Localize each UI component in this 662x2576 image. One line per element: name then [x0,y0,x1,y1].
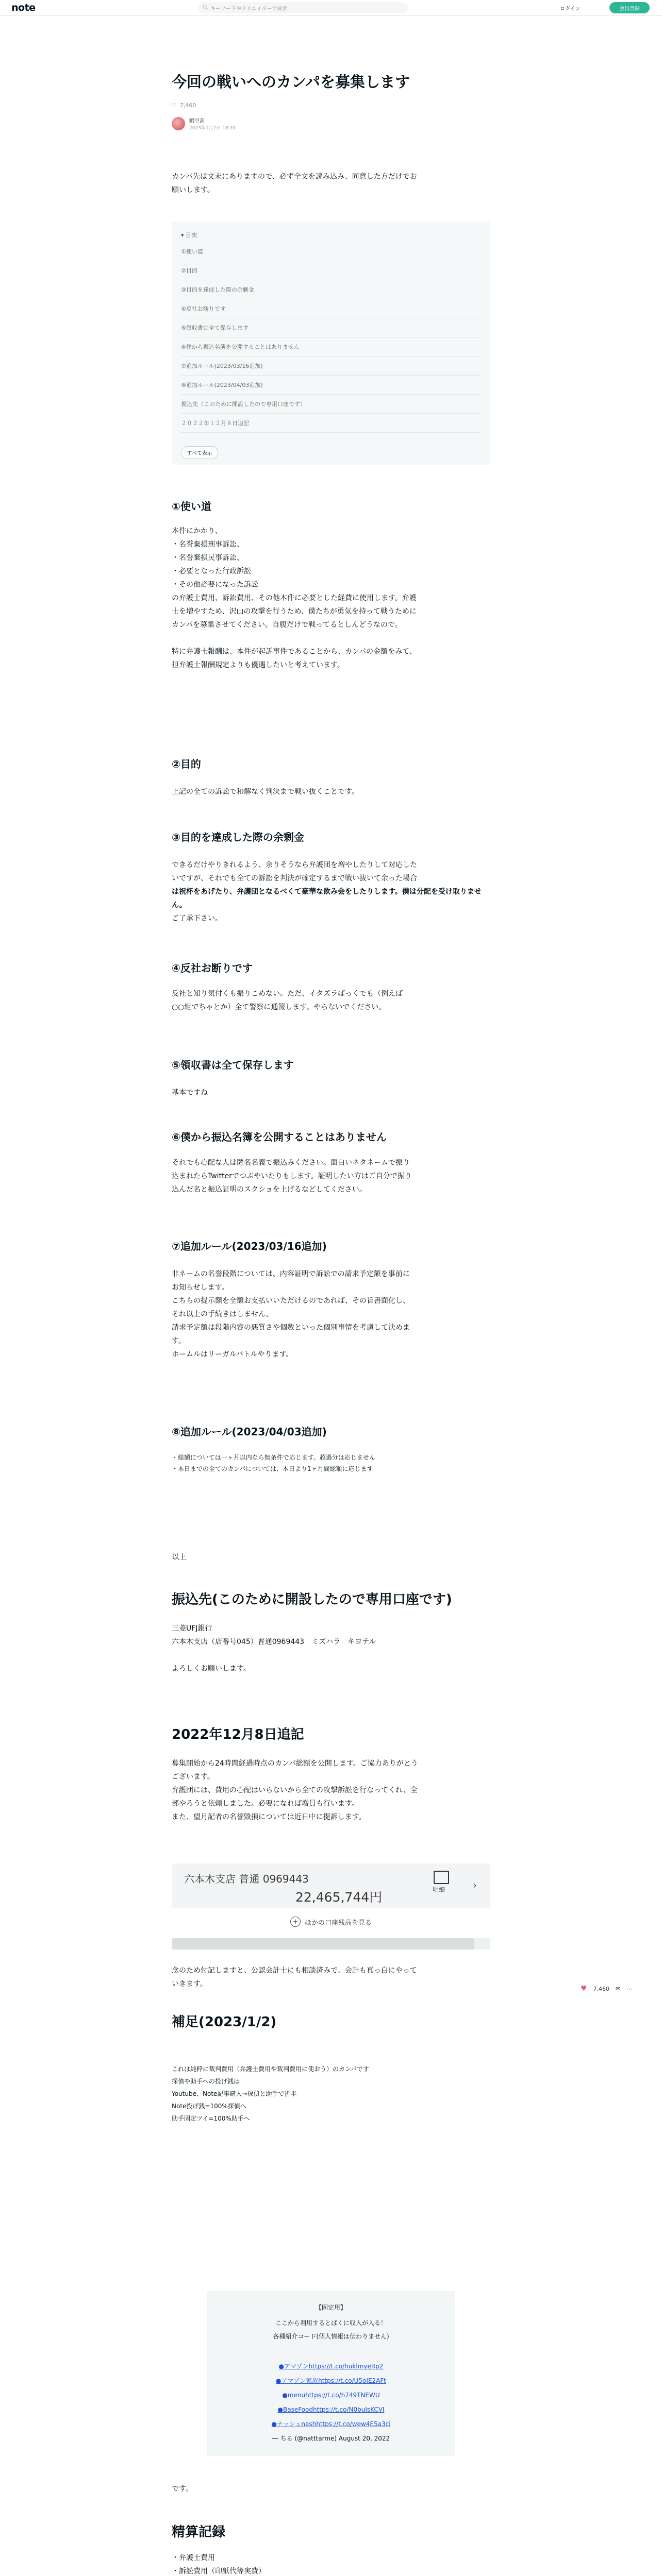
toc-item[interactable]: ⑦追加ルール(2023/03/16追加) [181,362,481,376]
text-line: ・弁護士費用 [172,2554,215,2562]
progress-fill [172,1938,474,1950]
search-placeholder: キーワードやクリエイターで検索 [210,6,288,12]
signup-button[interactable]: 会員登録 [609,2,650,13]
section-heading: ⑧追加ルール(2023/04/03追加) [172,1426,327,1438]
text-line: 探偵や助手への投げ銭は [172,2078,240,2085]
toc-item[interactable]: ⑧追加ルール(2023/04/03追加) [181,381,481,395]
text-line: 三菱UFJ銀行 [172,1624,212,1633]
text-line: Youtube、Note記事購入→探偵と助手で折半 [172,2090,297,2097]
hosoku-heading: 補足(2023/1/2) [172,2014,277,2030]
section-body [172,1452,490,1475]
publish-date: 2023年1月7日 18:20 [189,126,236,131]
more-icon[interactable]: ⋯ [626,1985,633,1992]
section-body [172,785,490,799]
tweet-link[interactable]: ●ナッシュnashhttps://t.co/wew4E5a3ci [271,2420,391,2428]
text-line: 念のため付記しますと、公認会計士にも相談済みで、会計も真っ白にやって [172,1967,417,1975]
section-body [172,1267,490,1361]
share-icon[interactable]: ✉ [616,1985,621,1992]
tweet-link[interactable]: ●BaseFoodhttps://t.co/N0buIsKCVI [277,2406,385,2413]
embedded-tweet [207,2291,455,2456]
tsuiki-body [172,1757,490,1824]
text-line: 部やろうと依頼しました。必要になれば増員も行います。 [172,1800,359,1808]
table-of-contents [172,222,490,465]
search-icon: 🔍︎ [202,5,209,11]
section-heading: ④反社お断りです [172,962,253,974]
like-count[interactable] [172,102,196,109]
seisan-heading: 精算記録 [172,2524,226,2540]
section-heading: ⑤領収書は全て保存します [172,1059,294,1071]
text-line: 本件にかかり、 [172,527,222,535]
text-line: 特に弁護士報酬は、本件が起訴事件であることから、カンパの金額をみて、 [172,648,417,656]
tweet-link[interactable]: ●アマゾンhttps://t.co/huklmyeRp2 [278,2363,384,2370]
ijo-text: 以上 [172,1553,186,1562]
text-line: 上記の全ての訴訟で和解なく判決まで戦い抜くことです。 [172,788,359,796]
section-heading: ⑦追加ルール(2023/03/16追加) [172,1240,327,1252]
text-line: 助手固定ツイ=100%助手へ [172,2115,250,2122]
text-line: の弁護士費用、訴訟費用、その他本件に必要とした経費に使用します。弁護 [172,594,417,602]
section-body [172,858,490,925]
tweet-attribution[interactable]: ― ちる (@natttarme) August 20, 2022 [272,2435,390,2442]
toc-item[interactable]: ⑥僕から振込名簿を公開することはありません [181,343,481,357]
text-line: ・名誉棄損民事訴訟、 [172,554,244,562]
section-heading: ②目的 [172,758,201,770]
toc-item[interactable]: ⑤領収書は全て保存します [181,324,481,337]
desu-text: です。 [172,2485,193,2493]
login-link[interactable]: ログイン [560,6,581,12]
toc-heading-label: 目次 [186,232,197,239]
section-body [172,987,490,1014]
text-line: Note投げ銭=100%探偵へ [172,2103,246,2110]
text-line: 弁護団には、費用の心配はいらないから全ての攻撃訴訟を行なってくれ、全 [172,1786,418,1794]
hosoku-body [172,2063,490,2125]
toc-item[interactable]: ③目的を達成した際の余剰金 [181,285,481,299]
text-line: 募集開始から24時間経過時点のカンパ総額を公開します。ご協力ありがとう [172,1759,418,1768]
tweet-line: ここから利用するとばくに収入が入る！ [275,2319,387,2327]
text-line: ○○組でちゃとか）全て警察に通報します。やらないでください。 [172,1003,386,1011]
text-line: 非ネームの名誉段階については、内容証明で訴訟での請求予定額を事前に [172,1270,410,1278]
toc-item[interactable]: 振込先（このために開設したので専用口座です） [181,400,481,414]
balance-amount: 22,465,744円 [295,1890,383,1905]
text-line: ・名誉棄損刑事訴訟、 [172,540,244,549]
text-line: 願いします。 [172,186,214,194]
toc-item[interactable]: ②目的 [181,266,481,280]
text-line: カンパ先は文末にありますので、必ず全文を読み込み、同意した方だけでお [172,173,417,181]
text-line: 担弁護士報酬規定よりも優遇したいと考えています。 [172,661,344,669]
text-line: それでも心配な人は匿名名義で振込みください。面白いネタネームで振り [172,1159,410,1167]
text-line: 反社と知り気付くも振りこめない。ただ、イタズラばっくでも（例えば [172,990,403,998]
chevron-right-icon: › [473,1879,477,1891]
like-count-value: 7,460 [179,102,196,109]
tsuiki-heading: 2022年12月8日追記 [172,1727,304,1742]
tweet-line: 【固定用】 [315,2304,346,2311]
toc-item[interactable]: ２０２２年１２月８日追記 [181,419,481,433]
heart-filled-icon[interactable]: ♥ [581,1985,587,1993]
text-line: ございます。 [172,1773,214,1781]
text-line: す。 [172,1337,186,1345]
text-line: それ以上の手続きはしません。 [172,1310,273,1318]
text-line: いですが、それでも全ての訴訟を判決が確定するまで戦い抜いて余った場合 [172,874,417,883]
section-body [172,1156,490,1196]
furikomi-heading: 振込先(このために開設したので専用口座です) [172,1592,452,1607]
author-name[interactable]: 暇空茜 [189,118,205,124]
section-heading: ⑥僕から振込名簿を公開することはありません [172,1131,387,1143]
toc-heading[interactable]: ▾ 目次 [181,232,197,239]
text-line: いきます。 [172,1980,207,1988]
progress-bar [172,1938,490,1950]
toc-item[interactable]: ④反社お断りです [181,304,481,318]
passbook-icon [434,1871,449,1884]
furikomi-body [172,1622,490,1675]
text-line: ・その他必要になった訴訟 [172,581,258,589]
text-line: ・必要となった行政訴訟 [172,567,251,575]
note-logo[interactable]: note [11,2,36,13]
tweet-link[interactable]: ●アマゾン家族https://t.co/U5oIE2AFt [276,2377,386,2384]
text-line: ご了承下さい。 [172,914,222,923]
text-line: 請求予定額は段階内容の悪質さや個数といった個別事情を考慮して決めま [172,1324,410,1332]
detail-label: 明細 [432,1886,445,1893]
bank-balance-image [172,1863,490,1950]
section-body [172,524,490,672]
after-bank-paragraph [172,1964,490,1991]
author-block[interactable] [172,116,236,131]
intro-paragraph [172,170,490,197]
text-line: 込まれたらTwitterでつぶやいたりもします。証明したい方はご自分で振り [172,1172,412,1180]
tweet-line: 各種紹介コード(個人情報は伝わりません) [273,2333,389,2340]
text-line: 込んだ名と振込証明のスクショを上げるなどしてください。 [172,1185,367,1194]
section-heading: ①使い道 [172,500,211,513]
heart-outline-icon[interactable]: ♡ [172,102,177,109]
text-line: ・本日までの全てのカンパについては、本日より1ヶ月間総額に応じます [172,1465,373,1472]
text-line: ・総額については一ヶ月以内なら無条件で応じます。超過分は応じません [172,1454,375,1461]
side-like-count: 7,460 [593,1985,610,1992]
article-title: 今回の戦いへのカンパを募集します [172,73,410,91]
text-line: ・訴訟費用（印紙代等実費） [172,2567,266,2575]
text-line: カンパを募集させてください。自腹だけで戦ってるとしんどうなので。 [172,621,402,629]
top-header [0,0,662,16]
text-line: は祝杯をあげたり、弁護団となるべくて豪華な飲み会をしたりします。僕は分配を受け取りません。 [172,888,482,909]
text-line: ホームルはリーガルバトルやります。 [172,1350,293,1359]
balance-box [172,1863,490,1908]
text-line: よろしくお願いします。 [172,1665,251,1673]
section-body [172,1086,490,1099]
account-label: 六本木支店 普通 0969443 [184,1873,309,1885]
text-line: お知らせします。 [172,1283,229,1292]
floating-action-bar [581,1985,632,1993]
text-line: できるだけやりきれるよう、余りそうなら弁護団を増やしたりして対応した [172,861,417,869]
text-line: 基本ですね [172,1089,208,1097]
text-line: また、望月記者の名誉毀損については近日中に提訴します。 [172,1813,366,1821]
text-line: 六本木支店（店番号045）普通0969443 ミズハラ キヨテル [172,1638,376,1646]
tweet-link[interactable]: ●menuhttps://t.co/h749TNEWU [282,2392,380,2399]
toc-item[interactable]: ①使い道 [181,247,481,261]
avatar[interactable] [172,117,185,130]
other-accounts-row [172,1913,490,1930]
toc-show-all-button[interactable]: すべて表示 [181,446,218,459]
text-line: これは純粋に裁判費用（弁護士費用や裁判費用に使おう）のカンパです [172,2065,369,2073]
seisan-body [172,2551,490,2576]
section-heading: ③目的を達成した際の余剰金 [172,831,304,843]
text-line: 士を増やすため、沢山の攻撃を行うため、僕たちが勇気を持って戦うために [172,607,417,616]
text-line: こちらの提示額を全額お支払いいただけるのであれば、その旨書面化し、 [172,1297,410,1305]
search-input[interactable] [198,2,408,13]
plus-icon: + [290,1917,301,1927]
other-accounts-label: ほかの口座残高を見る [304,1919,372,1927]
